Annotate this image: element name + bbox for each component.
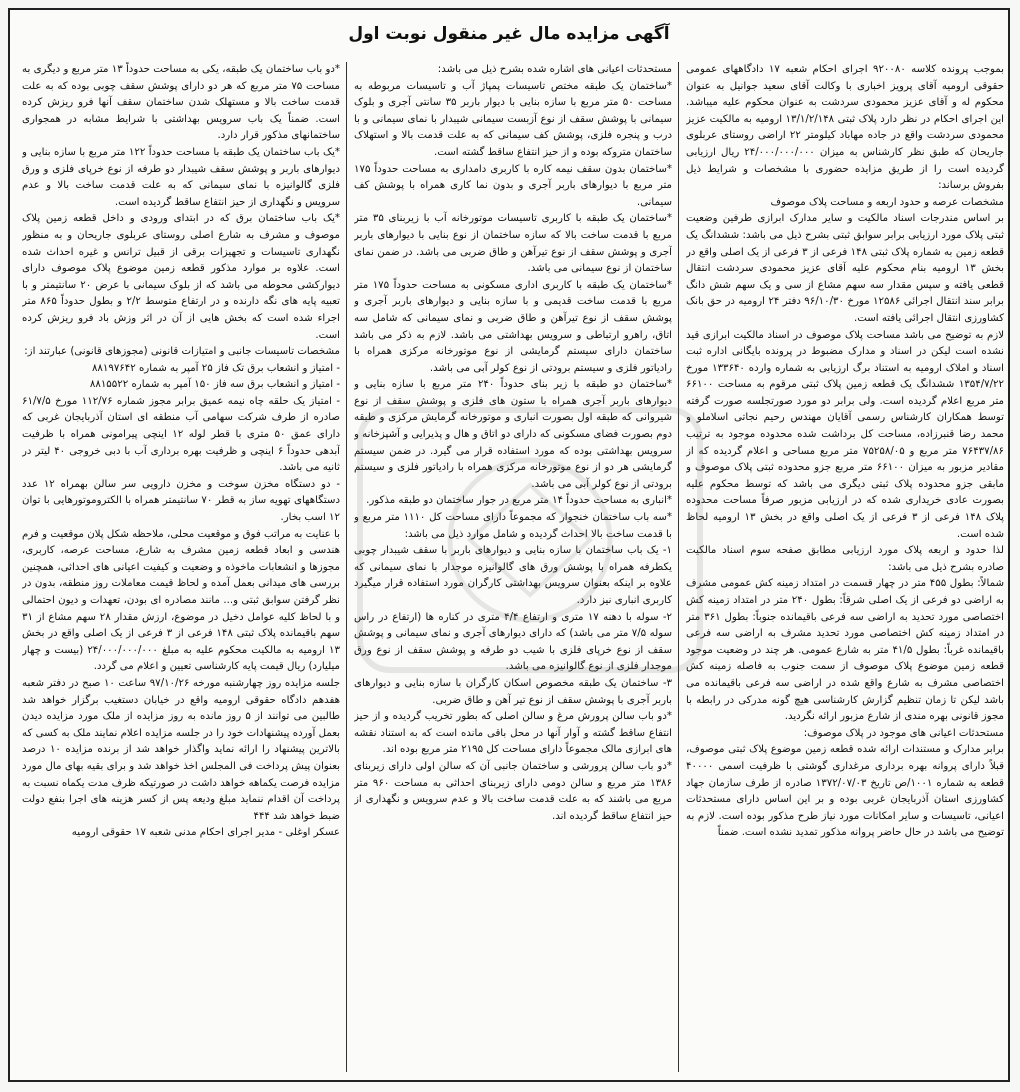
paragraph: *ساختمان بدون سقف نیمه کاره با کاربری دامداری به مساحت حدوداً ۱۷۵ متر مربع با دیوارهای باربر آجری و بدون نما کاری همراه با پوشش کف سیمانی. xyxy=(354,163,672,208)
paragraph: بر اساس مندرجات اسناد مالکیت و سایر مدارک ابرازی طرفین وضعیت ثبتی پلاک مورد ارزیابی برابر سوابق ثبتی بشرح ذیل می باشد: ششدانگ یک قطعه زمین به شماره پلاک ثبتی ۱۴۸ فرعی از ۳ فرعی از یک اصلی واقع در بخش ۱۳ ارومیه بنام محکوم علیه آقای عزیز محمودی سردشت انتقال قطعی یافته و سپس مقدار سه سهم مشاع از سی و یک سهم شش دانگ برابر سند انتقال اجرائی ۱۲۵۸۶ مورخ ۹۶/۱۰/۳۰ دفتر ۲۴ ارومیه در حق بانک کشاورزی انتقال اجرائی یافته است. xyxy=(686,213,1004,324)
paragraph: *یک باب ساختمان برق که در ابتدای ورودی و داخل قطعه زمین پلاک موصوف و مشرف به شارع اصلی روستای عربلوی جاریحان و به منظور نگهداری تاسیسات و تجهیزات برقی از قبیل ترانس و غیره احداث شده است. علاوه بر موارد مذکور قطعه زمین موضوع پلاک موصوف دارای دیوارکشی محوطه می باشد که از بلوک سیمانی با عرض ۲۰ سانتیمتر و با تعبیه پایه های نگه دارنده و در ارتفاع متوسط ۲/۲ و بطول حدوداً ۸۶۵ متر اجراء شده است که بخش هایی از آن در اثر وزش باد فرو ریزش کرده است. xyxy=(22,213,340,341)
paragraph: - امتیاز و انشعاب برق تک فاز ۲۵ آمپر به شماره ۸۸۱۹۷۶۴۲ xyxy=(91,362,340,374)
paragraph: مشخصات عرصه و حدود اربعه و مساحت پلاک موصوف xyxy=(770,196,1004,208)
paragraph: *انباری به مساحت حدوداً ۱۴ متر مربع در جوار ساختمان دو طبقه مذکور. xyxy=(366,495,672,507)
paragraph: مستحدثات اعیانی های موجود در پلاک موصوف: xyxy=(803,727,1004,739)
signature-line: عسکر اوغلی - مدیر اجرای احکام مدنی شعبه ۱۷ حقوقی ارومیه xyxy=(71,827,340,839)
paragraph: *یک باب ساختمان یک طبقه با مساحت حدوداً ۱۲۲ متر مربع با سازه بنایی و دیوارهای باربر و پوشش سقف شیبدار دو طرفه از نوع خرپای فلزی و ورق فلزی گالوانیزه با نمای سیمانی که به علت قدمت ساخت بالا و عدم سرویس و نگهداری از حیز انتفاع ساقط گردیده است. xyxy=(22,146,340,208)
paragraph: - دو دستگاه مخزن سوخت و مخزن دارویی سر سالن بهمراه ۱۲ عدد دستگاههای تهویه ساز به قطر ۷۰ سانتیمتر همراه با الکتروموتورهایی با توان ۱۲ اسب بخار. xyxy=(22,478,340,524)
paragraph: ۱- یک باب ساختمان با سازه بنایی و دیوارهای باربر با سقف شیبدار چوبی یکطرفه همراه با پوشش ورق های گالوانیزه موجدار با نمای سیمانی که علاوه بر اینکه بعنوان سرویس بهداشتی کارگران مورد استفاده قرار میگیرد کاربری انباری نیز دارد. xyxy=(354,545,672,606)
notice-frame xyxy=(8,8,1010,1082)
paragraph: *ساختمان یک طبقه با کاربری اداری مسکونی به مساحت حدوداً ۱۷۵ متر مربع با قدمت ساخت قدیمی و با سازه بنایی و دیوارهای باربر آجری و پوشش سقف از نوع تیرآهن و طاق ضربی و نمای سیمانی که شامل سه اتاق، راهرو ارتباطی و سرویس بهداشتی می باشد. لازم به ذکر می باشد ساختمان دارای سیستم گرمایشی از نوع موتورخانه مرکزی همراه با رادیاتور فلزی و سیستم برودتی از نوع کولر آبی می باشد. xyxy=(354,279,672,374)
paragraph: *ساختمان یک طبقه با کاربری تاسیسات موتورخانه آب با زیربنای ۳۵ متر مربع با قدمت ساخت بالا که سازه ساختمان از نوع بنایی با دیوارهای باربر آجری و پوشش سقف از نوع تیرآهن و طاق ضربی می باشد. در ضمن نمای ساختمان از نوع سیمانی می باشد. xyxy=(354,213,672,275)
column-divider xyxy=(678,62,679,1072)
paragraph: برابر مدارک و مستندات ارائه شده قطعه زمین موضوع پلاک ثبتی موصوف، قبلاً دارای پروانه بهره برداری مرغداری گوشتی با ظرفیت اسمی ۴۰۰۰۰ قطعه به شماره ۱۰۰۱/ص تاریخ ۱۳۷۲/۰۷/۰۳ صادره از طرف سازمان جهاد کشاورزی استان آذربایجان غربی بوده و بر این اساس دارای مستحدثات اعیانی، تاسیسات و سایر امکانات مورد نیاز طرح مذکور بوده است. لازم به توضیح می باشد در حال حاضر پروانه مذکور تمدید نشده است. ضمناً xyxy=(686,744,1004,839)
paragraph: ۲- سوله با دهنه ۱۷ متری و ارتفاع ۴/۴ متری در کناره ها (ارتفاع در راس سوله ۷/۵ متر می باشد) که دارای دیوارهای آجری و نمای سیمانی و پوشش سقف از نوع خرپای فلزی با شیب دو طرفه و پوشش سقف از نوع ورق موجدار فلزی از نوع گالوانیزه می باشد. xyxy=(354,611,672,673)
paragraph: *سه باب ساختمان خنجوار که مجموعاً دارای مساحت کل ۱۱۱۰ متر مربع و با قدمت ساخت بالا احداث گردیده و شامل موارد ذیل می باشد: xyxy=(354,512,672,540)
paragraph: شمالاً: بطول ۴۵۵ متر در چهار قسمت در امتداد زمینه کش عمومی مشرف به اراضی دو فرعی از یک اصلی شرقاً: بطول ۲۴۰ متر در امتداد زمینه کش اختصاصی مورد تحدید به اراضی سه فرعی باقیمانده جنوباً: بطول ۳۶۱ متر در امتداد زمینه کش اختصاصی مورد تحدید مشرف به اراضی سه فرعی باقیمانده غرباً: بطول ۴۱/۵ متر به شارع عمومی. هر چند در وضعیت موجود قطعه زمین موضوع پلاک موصوف از سمت جنوب به فاصله زمینه کش اختصاصی مشرف به شارع واقع شده در اراضی سه فرعی باقیمانده می باشد لیکن تا زمان تنظیم گزارش کارشناسی هیچ گونه مدرکی در رابطه با مجوز قانونی بهره مندی از شارع مزبور ارائه نگردید. xyxy=(686,578,1004,723)
paragraph: مستحدثات اعیانی های اشاره شده بشرح ذیل می باشد: xyxy=(437,64,672,75)
paragraph: مشخصات تاسیسات جانبی و امتیازات قانونی (مجوزهای قانونی) عبارتند از: xyxy=(24,346,340,358)
paragraph: *دو باب سالن پرورشی و ساختمان جانبی آن که سالن اولی دارای زیربنای ۱۳۸۶ متر مربع و سالن دومی دارای زیربنای احداثی به مساحت ۹۶۰ متر مربع می باشند که به علت قدمت ساخت بالا و عدم سرویس و نگهداری از حیز انتفاع ساقط گردیده اند. xyxy=(354,760,672,822)
paragraph: *دو باب سالن پرورش مرغ و سالن اصلی که بطور تخریب گردیده و از حیز انتفاع ساقط گشته و آوار آنها در محل باقی مانده است که به استناد نقشه های ابرازی مالک مجموعاً دارای مساحت کل ۲۱۹۵ متر مربع بوده اند. xyxy=(354,711,672,756)
paragraph: - امتیاز یک حلقه چاه نیمه عمیق برابر مجوز شماره ۱۱۲/۷۶ مورخ ۶۱/۷/۵ صادره از طرف شرکت سهامی آب منطقه ای استان آذربایجان غربی که دارای عمق ۵۰ متری با قطر لوله ۱۲ اینچی پیرامونی همراه با ظرفیت آبدهی حدوداً ۶ اینچی و ظرفیت بهره برداری آب با دبی خروجی ۴۰ لیتر در ثانیه می باشد. xyxy=(22,395,340,474)
notice-title: آگهی مزایده مال غیر منقول نوبت اول xyxy=(348,24,670,44)
column-right xyxy=(686,62,1004,1077)
column-divider xyxy=(346,62,347,1072)
paragraph: با عنایت به مراتب فوق و موقعیت محلی، ملاحظه شکل پلان موقعیت و فرم هندسی و ابعاد قطعه زمین مشرف به شارع، مساحت عرصه، کاربری، مجوزها و انشعابات ماخوذه و وضعیت و کیفیت اعیانی های احداثی، همچنین بررسی های میدانی بعمل آمده و لحاظ قیمت معاملات روز منطقه، بدون در نظر گرفتن سوابق ثبتی و... مانند مصادره ای بودن، تعهدات و دیون احتمالی و با لحاظ کلیه عوامل دخیل در موضوع، ارزش مقدار ۲۸ سهم مشاع از ۳۱ سهم باقیمانده پلاک ثبتی ۱۴۸ فرعی از ۳ فرعی از یک اصلی واقع در بخش ۱۳ ارومیه به مالکیت محکوم علیه به مبلغ ۲۴/۰۰۰/۰۰۰/۰۰۰ (بیست و چهار میلیارد) ریال قیمت پایه کارشناسی تعیین و اعلام می گردد. xyxy=(22,528,340,673)
paragraph: *ساختمان دو طبقه با زیر بنای حدوداً ۲۴۰ متر مربع با سازه بنایی و دیوارهای باربر آجری همراه با ستون های فلزی و پوشش سقف از نوع شیروانی که طبقه اول بصورت انباری و موتورخانه گرمایش مرکزی و طبقه دوم بصورت فضای مسکونی که دارای دو اتاق و هال و پذیرایی و آشپزخانه و سرویس بهداشتی بوده که مورد استفاده قرار می گیرد. در ضمن سیستم گرمایشی هر دو از نوع موتورخانه مرکزی همراه با رادیاتور فلزی و سیستم برودتی از نوع کولر آبی می باشد. xyxy=(354,379,672,490)
paragraph: لذا حدود و اربعه پلاک مورد ارزیابی مطابق صفحه سوم اسناد مالکیت صادره بشرح ذیل می باشد: xyxy=(686,545,1004,573)
paragraph: ۳- ساختمان یک طبقه مخصوص اسکان کارگران با سازه بنایی و دیوارهای باربر آجری با پوشش سقف از نوع تیر آهن و طاق ضربی. xyxy=(354,677,672,706)
paragraph: - امتیاز و انشعاب برق سه فاز ۱۵۰ آمپر به شماره ۸۸۱۵۵۲۲ xyxy=(89,379,340,391)
paragraph: *دو باب ساختمان یک طبقه، یکی به مساحت حدوداً ۱۳ متر مربع و دیگری به مساحت ۷۵ متر مربع که هر دو دارای پوشش سقف چوبی بوده که به علت قدمت ساخت بالا و مستهلک شدن ساختمان سقف آنها فرو ریزش کرده است. ضمناً یک باب سرویس بهداشتی با شرایط مشابه در همجواری ساختمانهای مذکور قرار دارد. xyxy=(22,64,340,142)
column-left xyxy=(22,62,340,1077)
paragraph: *ساختمان یک طبقه مختص تاسیسات پمپاژ آب و تاسیسات مربوطه به مساحت ۵۰ متر مربع با سازه بنایی با دیوار باربر ۳۵ سانتی آجری و بلوک سیمانی با پوشش سقف از نوع آزبست سیمانی شیبدار با نمای سیمانی و با درب و پنجره فلزی، پوشش کف سیمانی که به علت قدمت بالا و استهلاک ساختمان متروکه بوده و از حیز انتفاع ساقط گشته است. xyxy=(354,80,672,158)
paragraph: جلسه مزایده روز چهارشنبه مورخه ۹۷/۱۰/۲۶ ساعت ۱۰ صبح در دفتر شعبه هفدهم دادگاه حقوقی ارومیه واقع در خیابان دستغیب برگزار خواهد شد طالبین می توانند از ۵ روز مانده به روز مزایده از ملک مورد مزایده دیدن بعمل آورده پیشنهادات خود را در جلسه مزایده اعلام نمایند ملک به کسی که بالاترین پیشنهاد را ارائه نماید واگذار خواهد شد از برنده مزایده ۱۰ درصد بعنوان پیش پرداخت فی المجلس اخذ خواهد شد و برای بقیه بهای مال مورد مزایده فرصت یکماهه خواهد داشت در صورتیکه ظرف مدت یکماه نسبت به پرداخت آن اقدام ننماید مبلغ ودیعه پس از کسر هزینه های اجرا بنفع دولت ضبط خواهد شد ۴۴۴ xyxy=(22,677,340,822)
column-middle xyxy=(354,62,672,1077)
paragraph: لازم به توضیح می باشد مساحت پلاک موصوف در اسناد مالکیت ابرازی قید نشده است لیکن در اسناد و مدارک مضبوط در پرونده بایگانی اداره ثبت اسناد و املاک ارومیه به استناد برگ ارزیابی به شماره وارده ۱۳۳۶۴۰ مورخ ۱۳۵۴/۷/۲۲ ششدانگ یک قطعه زمین پلاک ثبتی مرقوم به مساحت ۶۶۱۰۰ متر مربع اعلام گردیده است. ولی برابر دو مورد صورتجلسه صورت گرفته توسط همکاران کارشناس رسمی آقایان مهندس رحیم نجاتی اسلاملو و محمد رضا قنبرزاده، مساحت کل برداشت شده محدوده موجود به ترتیب ۷۶۴۳۷/۸۶ متر مربع و ۷۵۲۵۸/۰۵ متر مربع مساحی و اعلام گردیده که از مقادیر مزبور به میزان ۶۶۱۰۰ متر مربع جزو محدوده ثبتی پلاک موصوف و مابقی جزو محدوده پلاک ثبتی دیگری می باشد که توسط محکوم علیه بصورت عادی خریداری شده که در ارزیابی مزبور صرفاً مساحت محدوده پلاک ۱۴۸ فرعی از ۳ فرعی از یک اصلی واقع در بخش ۱۳ ارومیه لحاظ شده است. xyxy=(686,329,1004,540)
paragraph: بموجب پرونده کلاسه ۹۲۰۰۸۰ اجرای احکام شعبه ۱۷ دادگاههای عمومی حقوقی ارومیه آقای پرویز اخباری با وکالت آقای سعید جوانیل به عنوان محکوم له و آقای عزیز محمودی سردشت به عنوان محکوم علیه میباشد. این اجرای احکام در نظر دارد پلاک ثبتی ۱۳/۱/۲/۱۴۸ ارومیه به مالکیت عزیز محمودی سردشت واقع در جاده مهاباد کیلومتر ۲۲ اراضی روستای عربلوی جاریحان که طبق نظر کارشناس به میزان ۲۴/۰۰۰/۰۰۰/۰۰۰ ریال ارزیابی گردیده است را از طریق مزایده حضوری با مشخصات و شرایط ذیل بفروش برساند: xyxy=(686,64,1004,192)
